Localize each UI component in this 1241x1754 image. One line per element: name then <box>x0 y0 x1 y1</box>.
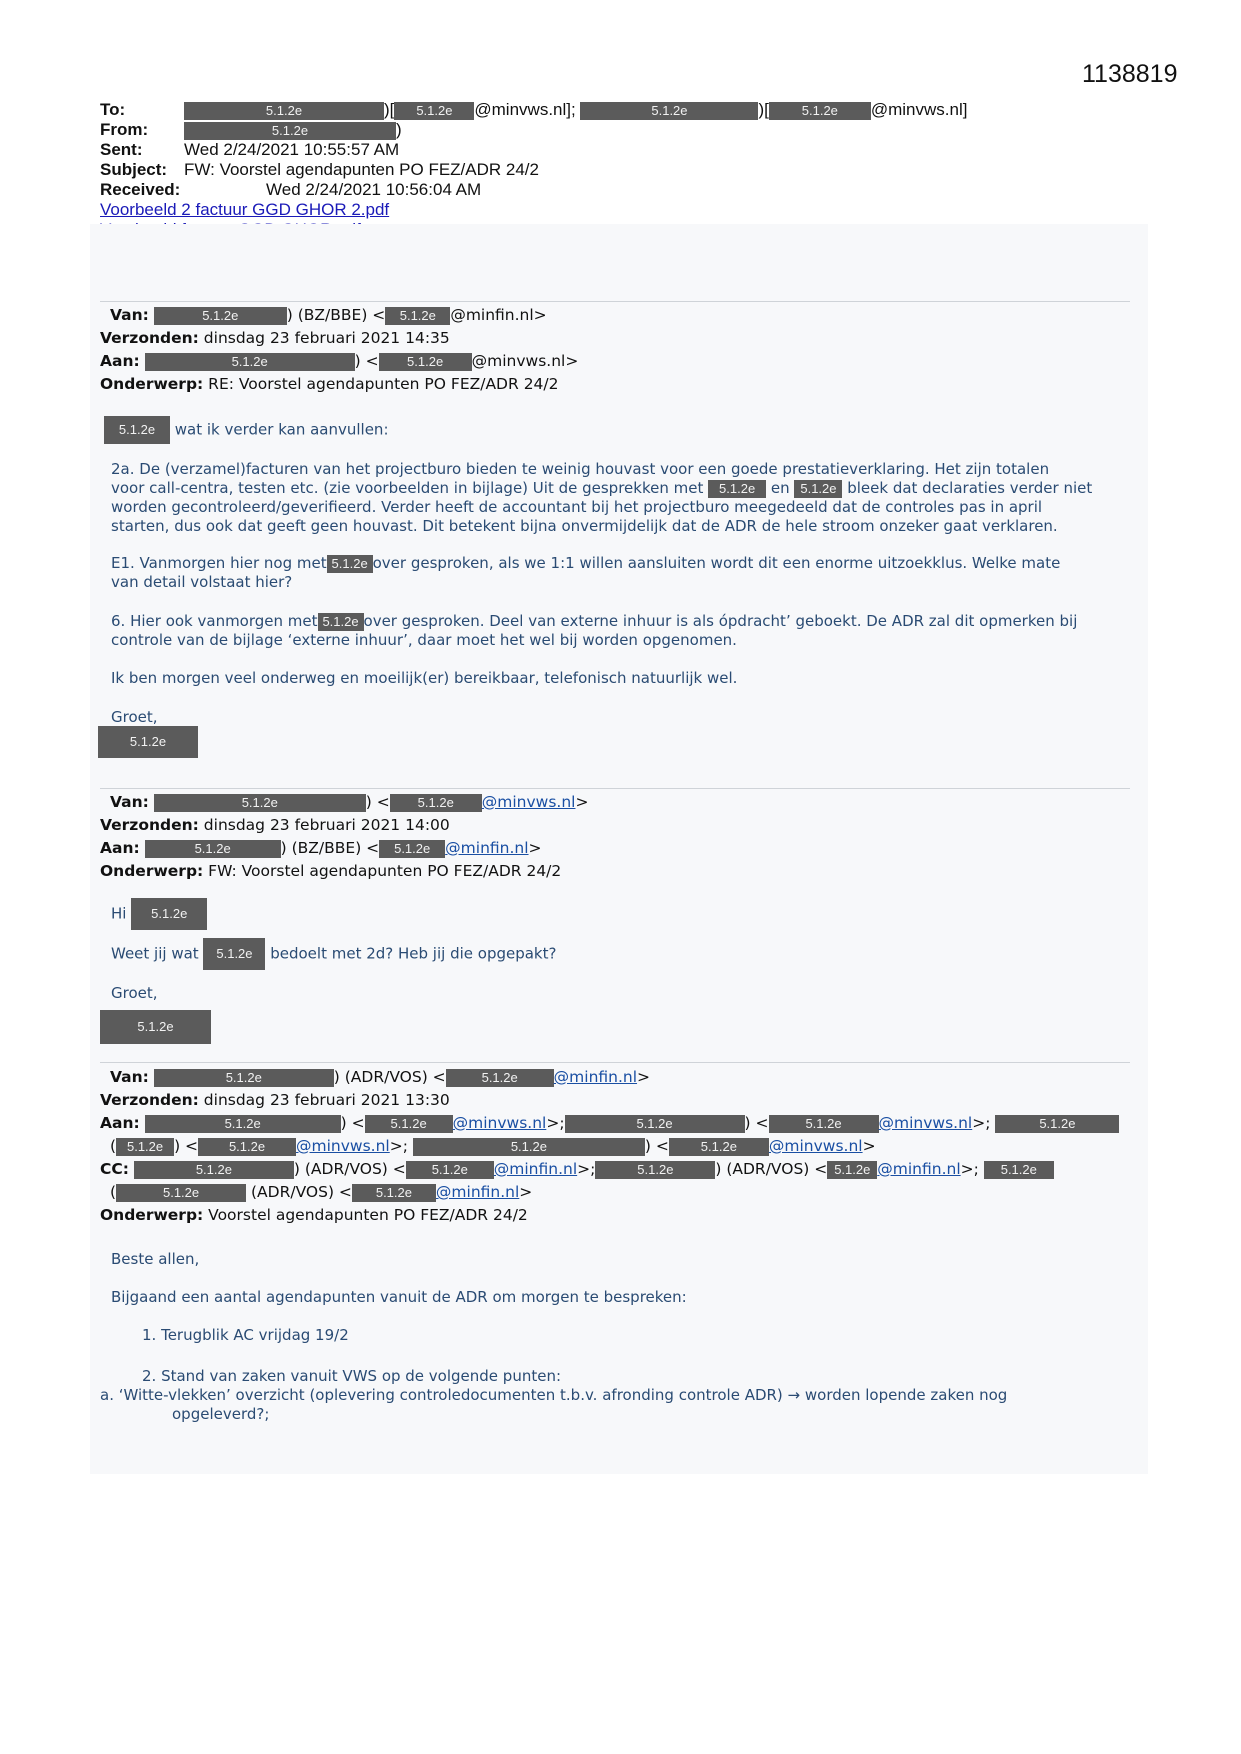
para-line: worden gecontroleerd/geverifieerd. Verder heeft de accountant bij het projectburo meegedeeld dat de controles pas in april <box>111 498 1043 516</box>
redaction: 5.1.2e <box>198 1138 296 1156</box>
redaction: 5.1.2e <box>327 555 373 573</box>
redaction: 5.1.2e <box>154 1069 334 1087</box>
msg2-verzonden <box>100 815 450 835</box>
msg2-question <box>111 938 556 970</box>
redaction: 5.1.2e <box>413 1138 645 1156</box>
to-domain: @minvws.nl]; <box>474 100 576 119</box>
redaction: 5.1.2e <box>116 1184 246 1202</box>
redaction: 5.1.2e <box>385 307 450 325</box>
msg3-cc-line1 <box>100 1159 1054 1179</box>
paren: ( <box>110 1137 117 1155</box>
gt: > <box>637 1068 651 1086</box>
from-line: From: 5.1.2e ) <box>100 120 402 139</box>
gt: >; <box>960 1160 979 1178</box>
verzonden-label: Verzonden: <box>100 816 199 834</box>
signature-redaction: 5.1.2e <box>98 726 198 758</box>
redaction: 5.1.2e <box>995 1115 1119 1133</box>
redaction: 5.1.2e <box>580 102 758 120</box>
para-line: van detail volstaat hier? <box>111 573 293 591</box>
msg2-aan <box>100 838 542 858</box>
aan-domain: @minvws.nl> <box>471 352 579 370</box>
text: over gesproken, als we 1:1 willen aansluiten wordt dit een enorme uitzoekklus. Welke mate <box>372 554 1061 572</box>
aan-label: Aan: <box>100 839 140 857</box>
gt: >; <box>389 1137 408 1155</box>
msg1-para-e1 <box>111 554 1141 592</box>
msg1-van <box>110 305 547 325</box>
redaction: 5.1.2e <box>565 1115 745 1133</box>
paren: ( <box>110 1183 117 1201</box>
redaction: 5.1.2e <box>154 307 287 325</box>
para-line: starten, dus ook dat geeft geen houvast. Dit betekent bijna onvermijdelijk dat de ADR de hele stroom onzeker gaat verklaren. <box>111 517 1058 535</box>
divider <box>100 1062 1130 1063</box>
email-link[interactable]: @minfin.nl <box>877 1160 961 1178</box>
van-label: Van: <box>110 793 149 811</box>
text: over gesproken. Deel van externe inhuur is als ópdracht’ geboekt. De ADR zal dit opmerken bij <box>363 612 1078 630</box>
gt: > <box>528 839 542 857</box>
aan-sep: ) < <box>354 352 379 370</box>
redaction: 5.1.2e <box>203 938 265 970</box>
hi-text: Hi <box>111 904 127 923</box>
redaction: 5.1.2e <box>379 353 472 371</box>
sent-line <box>100 140 399 160</box>
onderwerp-value: FW: Voorstel agendapunten PO FEZ/ADR 24/2 <box>208 862 562 880</box>
gt: > <box>862 1137 876 1155</box>
redaction: 5.1.2e <box>446 1069 554 1087</box>
onderwerp-label: Onderwerp: <box>100 1206 204 1224</box>
msg3-item-a <box>100 1386 1007 1424</box>
email-link[interactable]: @minfin.nl <box>493 1160 578 1178</box>
cc-label: CC: <box>100 1160 129 1178</box>
verzonden-label: Verzonden: <box>100 329 199 347</box>
aan-org: ) (BZ/BBE) < <box>280 839 380 857</box>
van-email-link[interactable]: @minfin.nl <box>553 1068 638 1086</box>
redaction: 5.1.2e <box>145 1115 341 1133</box>
gt: >; <box>577 1160 596 1178</box>
text: en <box>770 479 790 497</box>
sep: ) < <box>644 1137 669 1155</box>
msg3-intro: Bijgaand een aantal agendapunten vanuit de ADR om morgen te bespreken: <box>111 1288 687 1306</box>
van-org: ) (ADR/VOS) < <box>333 1068 446 1086</box>
para-line <box>111 554 1141 573</box>
para-line <box>111 612 1141 631</box>
msg1-verzonden <box>100 328 450 348</box>
msg3-item-2: 2. Stand van zaken vanuit VWS op de volgende punten: <box>142 1367 562 1385</box>
sep: ) < <box>174 1137 199 1155</box>
to-label: To: <box>100 100 126 119</box>
gt: > <box>575 793 589 811</box>
msg2-groet: Groet, <box>111 984 158 1002</box>
divider <box>100 788 1130 789</box>
gt: >; <box>972 1114 991 1132</box>
signature-redaction: 5.1.2e <box>100 1010 211 1044</box>
email-link[interactable]: @minvws.nl <box>878 1114 973 1132</box>
redaction: 5.1.2e <box>394 102 474 120</box>
to-line: To: 5.1.2e )[ 5.1.2e @minvws.nl]; 5.1.2e )[ 5.1.2e @minvws.nl] <box>100 100 968 119</box>
redaction: 5.1.2e <box>318 613 364 631</box>
sent-label: Sent: <box>100 140 143 159</box>
sent-value: Wed 2/24/2021 10:55:57 AM <box>184 140 400 159</box>
van-label: Van: <box>110 1068 149 1086</box>
para-line: a. ‘Witte-vlekken’ overzicht (oplevering controledocumenten t.b.v. afronding controle ADR) → worden lopende zaken nog <box>100 1386 1008 1404</box>
msg1-onderweg: Ik ben morgen veel onderweg en moeilijk(er) bereikbaar, telefonisch natuurlijk wel. <box>111 669 738 687</box>
msg2-van <box>110 792 588 812</box>
text: E1. Vanmorgen hier nog met <box>111 554 327 572</box>
redaction: 5.1.2e <box>379 840 445 858</box>
van-label: Van: <box>110 306 149 324</box>
email-link[interactable]: @minvws.nl <box>452 1114 547 1132</box>
aan-label: Aan: <box>100 1114 140 1132</box>
para-line: controle van de bijlage ‘externe inhuur’, daar moet het wel bij worden opgenomen. <box>111 631 737 649</box>
redaction: 5.1.2e <box>794 480 842 498</box>
verzonden-label: Verzonden: <box>100 1091 199 1109</box>
onderwerp-value: RE: Voorstel agendapunten PO FEZ/ADR 24/2 <box>208 375 559 393</box>
msg1-para-2a <box>111 460 1141 536</box>
redaction: 5.1.2e <box>145 840 281 858</box>
subject-value: FW: Voorstel agendapunten PO FEZ/ADR 24/2 <box>184 160 539 179</box>
redaction: 5.1.2e <box>352 1184 436 1202</box>
redaction: 5.1.2e <box>154 794 366 812</box>
msg1-onderwerp <box>100 374 559 394</box>
redaction: 5.1.2e <box>104 416 170 444</box>
redaction: 5.1.2e <box>708 480 766 498</box>
van-sep: ) < <box>365 793 390 811</box>
onderwerp-label: Onderwerp: <box>100 862 204 880</box>
msg3-aan-line2 <box>110 1136 876 1156</box>
msg1-intro <box>104 416 389 444</box>
aan-email-link[interactable]: @minfin.nl <box>445 839 529 857</box>
sep: (ADR/VOS) < <box>251 1183 352 1201</box>
aan-label: Aan: <box>100 352 140 370</box>
subject-label: Subject: <box>100 160 168 179</box>
sep: ) (ADR/VOS) < <box>293 1160 406 1178</box>
msg3-cc-line2 <box>110 1182 532 1202</box>
onderwerp-label: Onderwerp: <box>100 375 204 393</box>
redaction: 5.1.2e <box>827 1161 877 1179</box>
verzonden-value: dinsdag 23 februari 2021 14:35 <box>203 329 450 347</box>
msg3-onderwerp <box>100 1205 528 1225</box>
redaction: 5.1.2e <box>134 1161 294 1179</box>
msg3-aan-line1 <box>100 1113 1119 1133</box>
para-line: 2a. De (verzamel)facturen van het projectburo bieden te weinig houvast voor een goede prestatieverklaring. Het zijn totalen <box>111 460 1050 478</box>
msg3-van <box>110 1067 650 1087</box>
redaction: 5.1.2e <box>116 1138 174 1156</box>
redaction: 5.1.2e <box>406 1161 494 1179</box>
gt: >; <box>546 1114 565 1132</box>
redaction: 5.1.2e <box>131 898 207 930</box>
email-link[interactable]: @minvws.nl <box>296 1137 390 1155</box>
from-label: From: <box>100 120 149 139</box>
msg3-verzonden <box>100 1090 450 1110</box>
email-link[interactable]: @minvws.nl <box>768 1137 863 1155</box>
redaction: 5.1.2e <box>595 1161 715 1179</box>
document-number: 1138819 <box>1082 60 1178 88</box>
attachment-link-1[interactable]: Voorbeeld 2 factuur GGD GHOR 2.pdf <box>100 200 390 219</box>
received-label: Received: <box>100 180 181 199</box>
van-email-link[interactable]: @minvws.nl <box>481 793 576 811</box>
redaction: 5.1.2e <box>184 102 384 120</box>
redaction: 5.1.2e <box>184 122 396 140</box>
subject-line <box>100 160 539 180</box>
text: voor call-centra, testen etc. (zie voorbeelden in bijlage) Uit de gesprekken met <box>111 479 704 497</box>
sep: ) < <box>744 1114 769 1132</box>
verzonden-value: dinsdag 23 februari 2021 14:00 <box>203 816 450 834</box>
verzonden-value: dinsdag 23 februari 2021 13:30 <box>203 1091 450 1109</box>
text: bleek dat declaraties verder niet <box>847 479 1093 497</box>
para-line: opgeleverd?; <box>172 1405 270 1423</box>
email-link[interactable]: @minfin.nl <box>435 1183 520 1201</box>
onderwerp-value: Voorstel agendapunten PO FEZ/ADR 24/2 <box>208 1206 528 1224</box>
van-org: ) (BZ/BBE) < <box>286 306 386 324</box>
to-domain-end: @minvws.nl] <box>870 100 968 119</box>
redaction: 5.1.2e <box>769 1115 879 1133</box>
sep: ) (ADR/VOS) < <box>715 1160 828 1178</box>
msg3-greeting: Beste allen, <box>111 1250 200 1268</box>
van-domain: @minfin.nl> <box>450 306 547 324</box>
msg1-aan <box>100 351 578 371</box>
received-line <box>100 180 481 200</box>
gt: > <box>519 1183 533 1201</box>
text: bedoelt met 2d? Heb jij die opgepakt? <box>270 944 557 963</box>
msg1-groet: Groet, <box>111 708 158 726</box>
msg1-para-6 <box>111 612 1141 650</box>
redaction: 5.1.2e <box>365 1115 453 1133</box>
sep: ) < <box>340 1114 365 1132</box>
redaction: 5.1.2e <box>390 794 482 812</box>
msg3-item-1: 1. Terugblik AC vrijdag 19/2 <box>142 1326 349 1344</box>
msg2-onderwerp <box>100 861 561 881</box>
text: 6. Hier ook vanmorgen met <box>111 612 318 630</box>
redaction: 5.1.2e <box>769 102 871 120</box>
redaction: 5.1.2e <box>984 1161 1054 1179</box>
intro-text: wat ik verder kan aanvullen: <box>174 420 389 439</box>
text: Weet jij wat <box>111 944 199 963</box>
divider <box>100 301 1130 302</box>
msg2-hi <box>111 898 207 930</box>
received-value: Wed 2/24/2021 10:56:04 AM <box>266 180 482 199</box>
redaction: 5.1.2e <box>145 353 355 371</box>
redaction: 5.1.2e <box>669 1138 769 1156</box>
para-line <box>111 479 1141 498</box>
